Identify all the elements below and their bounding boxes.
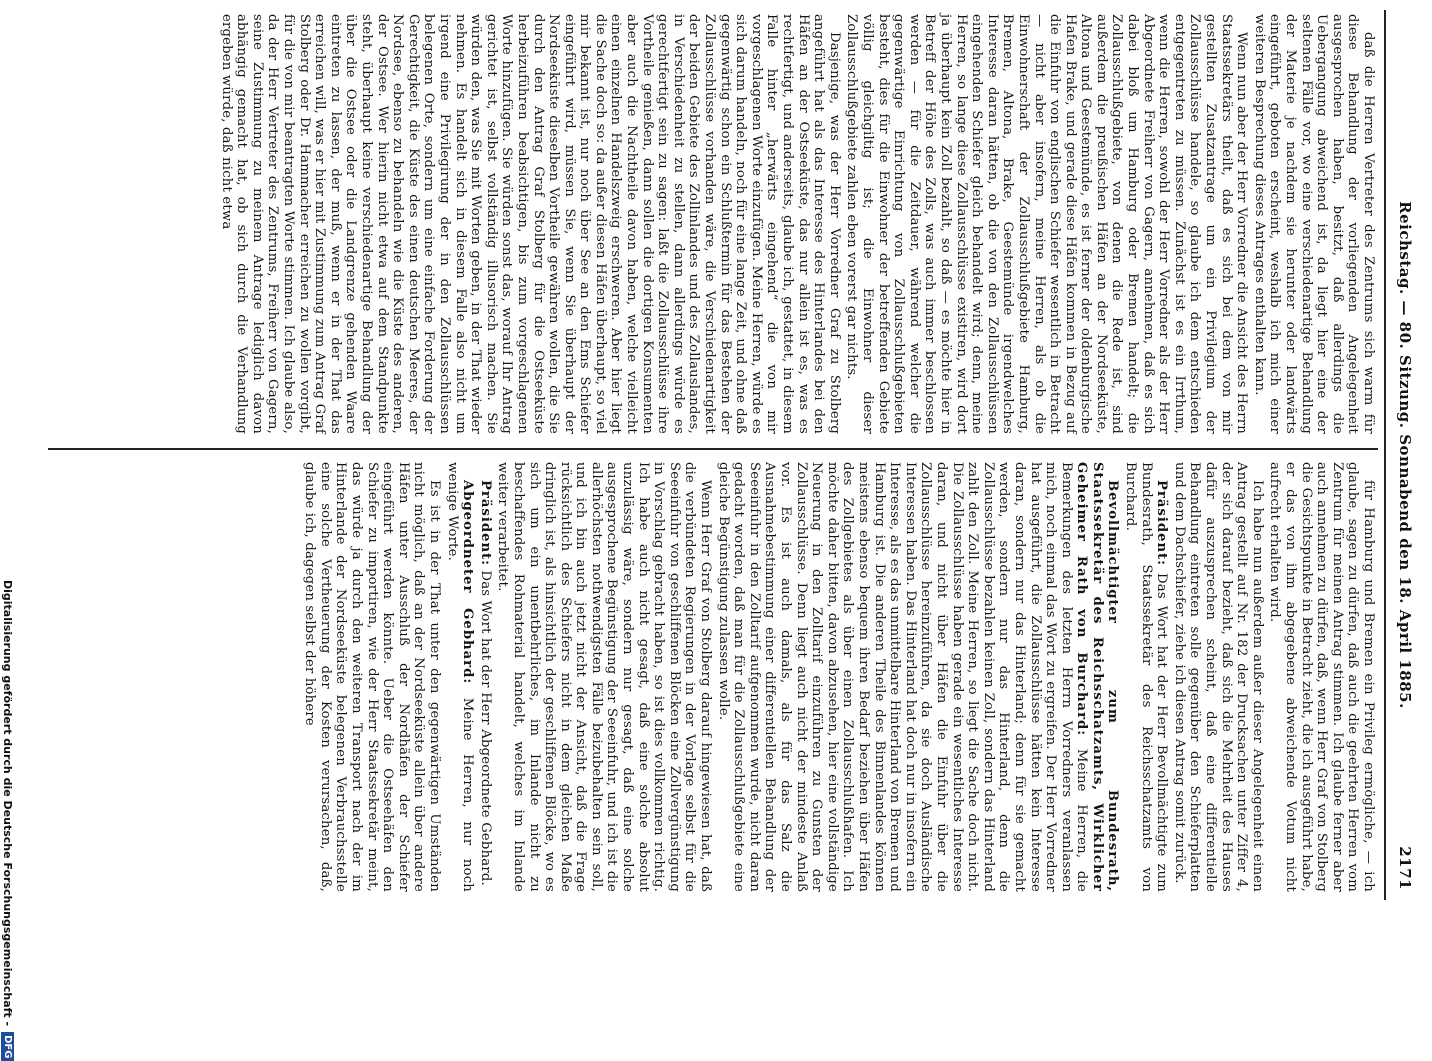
text-paragraph <box>1171 462 1265 892</box>
paragraph-text: daß die Herren Vertreter des Zentrums sich warm für diese Behandlung der vorliegenden Angelegenheit ausgesprochen haben, besitzt, daß allerdings die Uebergangung abweichend ist, da liegt hier eine der seltenen Fälle vor, wo eine verschiedenartige Behandlung der Materie je nachdem sie herunter oder landwärts eingeführt, geboten erscheint, weshalb ich mich einer weiteren Besprechung dieses Antrages enthalten kann. <box>1251 14 1376 434</box>
text-paragraph <box>218 14 842 434</box>
speech-paragraph <box>715 462 1120 892</box>
dfg-logo: DFG <box>1 1032 14 1061</box>
paragraph-text: Es ist in der That unter den gegenwärtigen Umständen nicht möglich, daß an der Nordseeküste allein über andere Häfen unter Ausschluß der Nordhäfen der Schiefer eingeführt werden könnte. Ueber die Ostseehäfen den Schiefer zu importiren, wie der Herr Staatssekretär meint, das würde ja durch den weiteren Transport nach der im Hinterlande der Nordseeküste belegenen Verbrauchsstelle eine solche Vertheuerung der Kosten verursachen, daß, glaube ich, dagegen selbst der höhere <box>302 462 442 892</box>
paragraph-text: Das Wort hat der Herr Abgeordnete Gebhard. <box>477 570 493 886</box>
page-header <box>1386 20 1414 890</box>
column-separator <box>48 448 1378 450</box>
paragraph-text: Das Wort hat der Herr Bevollmächtigte zum Bundesrath, Staatssekretär des Reichsschatzamts von Burchard. <box>1123 462 1170 892</box>
sidebar-footer <box>0 0 18 1059</box>
speaker-name: Präsident: <box>477 480 493 567</box>
right-column <box>50 462 1376 892</box>
paragraph-text: Meine Herren, nur noch wenige Worte. <box>444 462 476 892</box>
header-rule <box>1384 10 1386 900</box>
speaker-name: Abgeordneter Gebhard: <box>460 480 476 685</box>
funding-note: Digitalisierung gefördert durch die Deutsche Forschungsgemeinschaft - <box>1 580 14 1027</box>
paragraph-text: Ich habe nun außerdem außer dieser Angelegenheit einen Antrag gestellt auf Nr. 182 der Drucksachen unter Ziffer 4, der sich darauf bezieht, daß sich die Mehrheit des Hauses dafür auszusprechen scheint, daß eine differentielle Behandlung eintreten solle gegenüber den Schieferplatten und dem Dachschiefer, ziehe ich diesen Antrag somit zurück. <box>1171 462 1265 892</box>
speaker-name: Präsident: <box>1154 480 1170 567</box>
left-column <box>50 14 1376 434</box>
paragraph-text: Dasjenige, was der Herr Vorredner Graf zu Stolberg angeführt hat als das Interesse des Hinterlandes bei den Häfen an der Ostseeküste, das nur allein ist es, was es rechtfertigt, und anderseits, glaube ich, gestattet, in diesem Falle hinter „herwärts eingehend“ die von mir vorgeschlagenen Worte einzufügen. Meine Herren, würde es sich darum handeln, noch für eine lange Zeit, und ohne daß gegenwärtig schon ein Schlußtermin für das Bestehen der Zollausschlüsse vorhanden wäre, die Verschiedenartigkeit der beiden Gebiete des Zollinlandes und des Zollauslandes, in Verschiedenheit zu stellen, dann allerdings würde es gerechtfertigt sein zu sagen: laßt die Zollausschlüsse ihre Vortheile genießen, dann sollen die dortigen Konsumenten aber auch die Nachtheile davon haben, welche vielleicht einen einzelnen Handelszweig erschweren. Aber hier liegt die Sache doch so: da außer diesen Häfen überhaupt, so viel mir bekannt ist, nur noch über See an den Ems Schiefer eingeführt wird, müssen Sie, wenn Sie überhaupt der Nordseeküste dieselben Vortheile gewähren wollen, die Sie durch den Antrag Graf Stolberg für die Ostseeküste herbeizuführen beabsichtigen, bis zum vorgeschlagenen Worte hinzufügen. Sie würden sonst das, worauf Ihr Antrag gerichtet ist, selbst vollständig illusorisch machen. Sie würden den, was Sie mit Worten geben, in der That wieder nehmen. Es handelt sich in diesem Falle also nicht um irgend eine Privilegirung der in den Zollausschlüssen belegenen Orte, sondern um eine einfache Forderung der Gerechtigkeit, die Küste des einen deutschen Meeres, der Nordsee, ebenso zu behandeln wie die Küste des anderen, der Ostsee. Wer hierin nicht etwa auf dem Standpunkte steht, überhaupt keine verschiedenartige Behandlung der über die Ostsee oder die Landgrenze gehenden Waare eintreten zu lassen, der muß, wenn er in der That das erreichen will, was er hier mit Zustimmung zum Antrag Graf Stolberg oder Dr. Hammacher erreichen zu wollen vorgibt, für die von mir beantragten Worte stimmen. Ich glaube also, da der Herr Vertreter des Zentrums, Freiherr von Gagern, seine Zustimmung zu meinem Antrage lediglich davon abhängig gemacht hat, ob sich durch die Verhandlung ergeben würde, daß nicht etwa <box>218 14 842 434</box>
speech-paragraph <box>444 462 475 892</box>
text-paragraph <box>844 14 1249 434</box>
paragraph-text: Meine Herren, die Bemerkungen des letzten Herrn Vorredners veranlassen mich, noch einmal das Wort zu ergreifen. Der Herr Vorredner hat ausgeführt, die Zollausschlüsse hätten kein Interesse daran, sondern nur das Hinterland; denn für sie gemacht werden, sondern nur das Hinterland, denn die Zollausschlüsse bezahlen keinen Zoll, sondern das Hinterland zahlt den Zoll. Meine Herren, so liegt die Sache doch nicht. Die Zollausschlüsse haben gerade ein wesentliches Interesse daran, und nicht über Häfen die Einfuhr über die Zollausschlüsse hereinzuführen, da sie doch Ausländische Interessen haben. Das Hinterland hat doch nur in insofern ein Interesse, als es das unmittelbare Hinterland von Bremen und Hamburg ist. Die anderen Theile des Binnenlandes können meistens ebenso bequem ihren Bedarf beziehen über Häfen des Zollgebietes als über einen Zollausschlußhafen. Ich möchte daher bitten, davon abzusehen, hier eine vollständige Neuerung in den Zolltarif einzuführen zu Gunsten der Zollausschlüsse. Denn liegt auch nicht der mindeste Anlaß vor. Es ist auch damals, als für das Salz die Ausnahmebestimmung einer differentiellen Behandlung der Seeeinfuhr in den Zolltarif aufgenommen wurde, nicht daran gedacht worden, daß man für die Zollausschlußgebiete eine gleiche Begünstigung zulassen wolle. <box>715 462 1090 892</box>
text-paragraph <box>1251 14 1376 434</box>
speech-paragraph <box>1123 462 1170 892</box>
text-paragraph <box>495 462 713 892</box>
paragraph-text: Wenn nun aber der Herr Vorredner die Ansicht des Herrn Staatssekretärs theilt, daß es sich bei dem von mir gestellten Zusatzantrage um ein Privilegium der Zollausschlüsse handele, so glaube ich dem entschieden entgegentreten zu müssen. Zunächst ist es ein Irrthum, wenn die Herren, sowohl der Herr Vorredner als der Herr Abgeordnete Freiherr von Gagern, annehmen, daß es sich dabei bloß um Hamburg oder Bremen handelt; die Zollausschlußgebiete, von denen die Rede ist, sind außerdem die preußischen Häfen an der Nordseeküste, Altona und Geestemünde, es ist ferner der oldenburgische Hafen Brake, und gerade diese Häfen kommen in Bezug auf die Einfuhr von englischen Schiefer wesentlich in Betracht — nicht aber insofern, meine Herren, als ob die Einwohnerschaft der Zollausschlußgebiete Hamburg, Bremen, Altona, Brake, Geestemünde irgendwelches Interesse daran hätten, ob die von den Zollausschlüssen eingehenden Schiefer gleich behandelt wird; denn, meine Herren, so lange diese Zollausschlüsse existiren, wird dort ja überhaupt kein Zoll bezahlt, so daß — es möchte hier in Betreff der Höhe des Zolls, was auch immer beschlossen werden — für die Zeitdauer, während welcher die gegenwärtige Einrichtung von Zollausschlußgebieten besteht, dies für die Einwohner der betreffenden Gebiete völlig gleichgiltig ist; die Einwohner dieser Zollausschlußgebiete zahlen eben vorerst gar nichts. <box>844 14 1250 434</box>
text-paragraph <box>302 462 442 892</box>
paragraph-text: für Hamburg und Bremen ein Privileg ermögliche, — ich glaube, sagen zu dürfen, daß auch die geehrten Herren vom Zentrum für meinen Antrag stimmen. Ich glaube ferner aber auch annehmen zu dürfen, daß, wenn Herr Graf von Stolberg die Gesichtspunkte in Betracht zieht, die ich ausgeführt habe, er das von ihm abgegebene abweichende Votum nicht aufrecht erhalten wird. <box>1267 462 1376 892</box>
paragraph-text: Wenn Herr Graf von Stolberg darauf hingewiesen hat, daß die verbündeten Regierungen in der Vorlage selbst für die Seeeinfuhr von geschliffenen Blöcken eine Zollvergünstigung in Vorschlag gebracht haben, so ist dies vollkommen richtig. Ich habe auch nicht gesagt, daß eine solche absolut unzulässig wäre, sondern nur gesagt, daß eine solche ausgesprochene Begünstigung der Seeeinfuhr, und ich ist die allerhöchsten nothwendigsten Fälle beizubehalten sein soll, und ich bin auch jetzt nicht der Ansicht, daß die Frage rücksichtlich des Schiefers nicht in dem gleichen Maße dringlich ist, als hinsichtlich der geschliffenen Blöcke, wo es sich um ein unentbehrliches, im Inlande nicht zu beschaffendes Rohmaterial handelt, welches im Inlande weiter verarbeitet. <box>495 462 714 892</box>
page-number: 2171 <box>1396 846 1414 890</box>
speech-paragraph <box>477 462 493 892</box>
newspaper-page <box>30 0 1420 920</box>
page-title: Reichstag. — 80. Sitzung. Sonnabend den 18. April 1885. <box>1396 201 1414 709</box>
speaker-name: Bevollmächtigter zum Bundesrath, Staatssekretär des Reichsschatzamts, Wirklicher Geheimer Rath von Burchard: <box>1074 462 1121 892</box>
text-paragraph <box>1267 462 1376 892</box>
